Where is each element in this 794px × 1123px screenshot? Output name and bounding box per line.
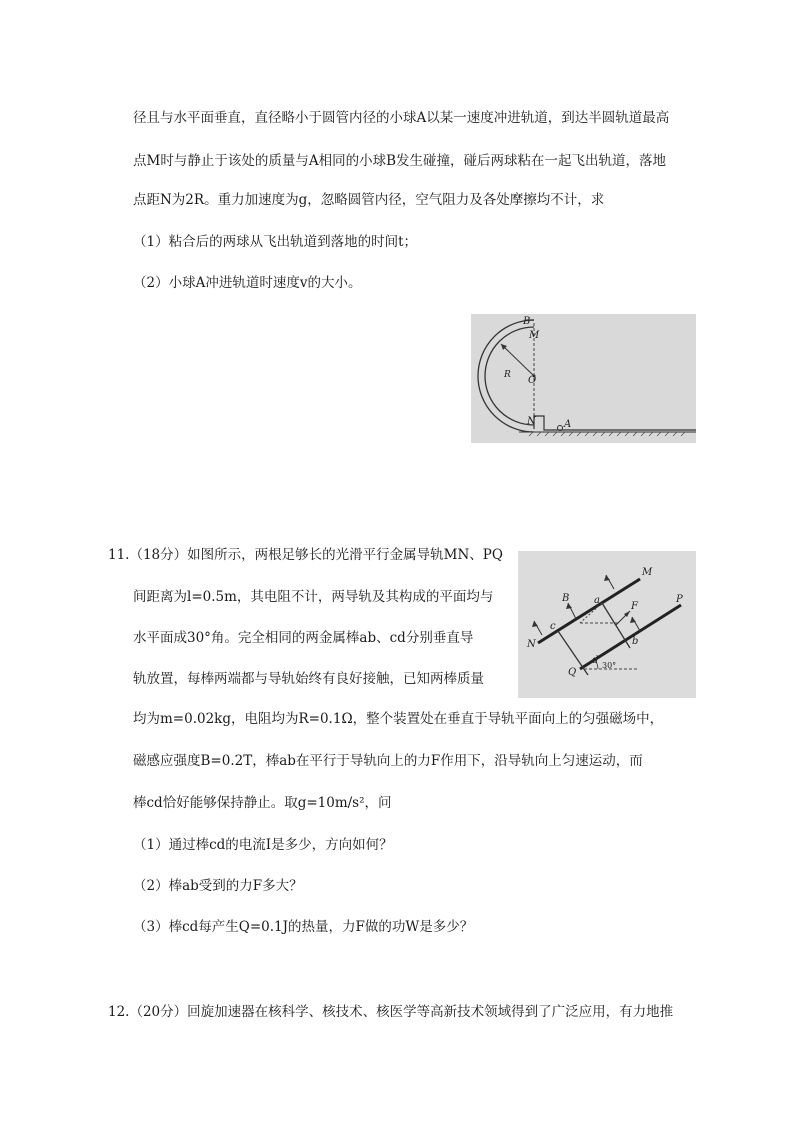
label-r: R (504, 370, 511, 380)
label-b: B (523, 316, 531, 327)
label-angle: 30° (602, 661, 617, 670)
label-o: O (528, 375, 537, 386)
inclined-rails-figure (518, 551, 696, 698)
semicircle-track-figure (471, 314, 696, 443)
p11-line-3: 水平面成30°角。完全相同的两金属棒ab、cd分别垂直导 (133, 630, 474, 646)
label-c: c (550, 621, 556, 632)
label-a: A (564, 419, 572, 430)
label-b-rod: b (632, 636, 639, 647)
p11-line-5: 均为m=0.02kg，电阻均为R=0.1Ω，整个装置处在垂直于导轨平面向上的匀强磁场中， (133, 711, 664, 727)
p10-line-5: （2）小球A冲进轨道时速度v的大小。 (133, 275, 362, 291)
p10-line-3: 点距N为2R。重力加速度为g，忽略圆管内径，空气阻力及各处摩擦均不计，求 (133, 192, 605, 208)
label-b-field: B (562, 593, 570, 604)
label-n: N (527, 639, 536, 650)
label-p: P (676, 594, 683, 605)
p11-line-1: 11.（18分）如图所示，两根足够长的光滑平行金属导轨MN、PQ (108, 547, 503, 563)
p11-line-6: 磁感应强度B=0.2T，棒ab在平行于导轨向上的力F作用下，沿导轨向上匀速运动，而 (133, 753, 643, 769)
label-m: M (529, 330, 540, 341)
p10-line-1: 径且与水平面垂直，直径略小于圆管内径的小球A以某一速度冲进轨道，到达半圆轨道最高 (133, 110, 670, 126)
p11-line-10: （3）棒cd每产生Q=0.1J的热量，力F做的功W是多少？ (133, 919, 474, 935)
label-d: d (592, 655, 599, 666)
p10-line-2: 点M时与静止于该处的质量与A相同的小球B发生碰撞，碰后两球粘在一起飞出轨道，落地 (133, 153, 666, 169)
label-a: a (594, 595, 600, 606)
label-m: M (642, 567, 653, 578)
p10-line-4: （1）粘合后的两球从飞出轨道到落地的时间t； (133, 234, 418, 250)
p11-line-7: 棒cd恰好能够保持静止。取g=10m/s²，问 (133, 795, 392, 811)
label-q: Q (568, 667, 577, 678)
p11-line-9: （2）棒ab受到的力F多大？ (133, 878, 303, 894)
p11-line-2: 间距离为l=0.5m，其电阻不计，两导轨及其构成的平面均与 (133, 589, 494, 605)
label-n: N (527, 416, 536, 427)
p11-line-4: 轨放置，每棒两端都与导轨始终有良好接触，已知两棒质量 (133, 671, 484, 687)
label-f: F (631, 601, 638, 612)
p12-line-1: 12.（20分）回旋加速器在核科学、核技术、核医学等高新技术领域得到了广泛应用，有力地推 (108, 1004, 674, 1020)
p11-line-8: （1）通过棒cd的电流I是多少，方向如何？ (133, 837, 393, 853)
